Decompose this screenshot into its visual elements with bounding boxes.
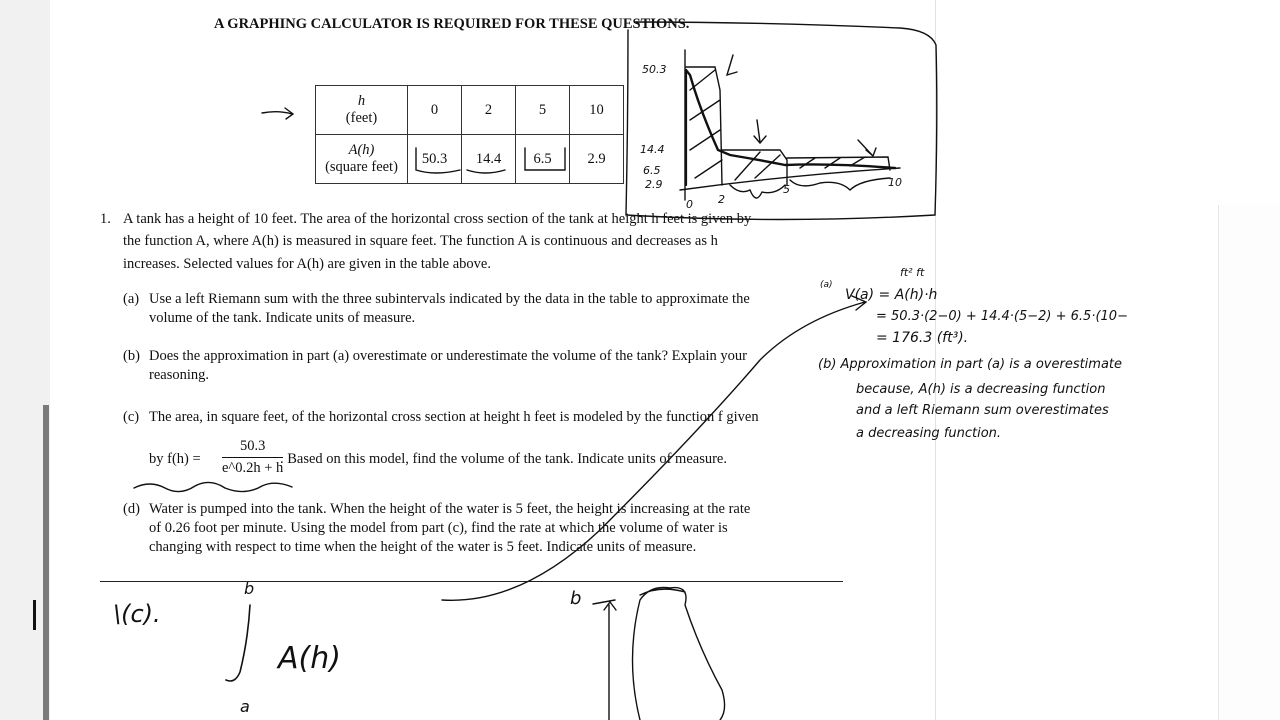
hw-part-b-line: and a left Riemann sum overestimates (856, 403, 1109, 418)
hw-tank-label: b (570, 588, 582, 609)
h-cell: 5 (516, 86, 570, 135)
part-a-text: volume of the tank. Indicate units of measure. (149, 310, 416, 326)
formula-denominator: e^0.2h + h (222, 460, 284, 476)
formula-numerator: 50.3 (222, 438, 283, 458)
hw-lower-limit: a (240, 697, 250, 716)
question-text: the function A, where A(h) is measured in square feet. The function A is continuous and decreases as h (123, 233, 718, 249)
hw-part-a-line: = 50.3·(2−0) + 14.4·(5−2) + 6.5·(10− (876, 309, 1128, 324)
calculator-header: A GRAPHING CALCULATOR IS REQUIRED FOR THESE QUESTIONS. (214, 16, 690, 32)
hw-units-note: ft² ft (900, 266, 925, 279)
a-label: A(h) (square feet) (316, 135, 408, 184)
part-d-text: changing with respect to time when the height of the water is 5 feet. Indicate units of measure. (149, 539, 697, 555)
a-cell: 2.9 (570, 135, 624, 184)
formula-prefix: by f(h) = (149, 451, 201, 467)
sketch-label: 14.4 (640, 143, 665, 156)
arrow-icon (262, 108, 293, 119)
sketch-label: 2 (718, 193, 725, 206)
part-a-text: Use a left Riemann sum with the three subintervals indicated by the data in the table to approximate the (149, 291, 750, 307)
h-cell: 2 (462, 86, 516, 135)
hw-part-a-line: V(a) = A(h)·h (845, 287, 938, 303)
h-cell: 10 (570, 86, 624, 135)
riemann-sketch (680, 50, 900, 200)
hw-part-a-line: = 176.3 (ft³). (876, 330, 969, 346)
sketch-label: 2.9 (645, 178, 663, 191)
hw-part-b-line: a decreasing function. (856, 426, 1002, 441)
part-label: (d) (123, 501, 140, 517)
h-label: h (feet) (316, 86, 408, 135)
question-number: 1. (100, 211, 111, 227)
tank-sketch (633, 588, 725, 720)
part-c-text: The area, in square feet, of the horizontal cross section at height h feet is modeled by the function f given (149, 409, 759, 425)
part-b-text: Does the approximation in part (a) overestimate or underestimate the volume of the tank? Explain your (149, 348, 747, 364)
integral-sign-icon (226, 605, 250, 681)
long-arrow-icon (442, 296, 866, 600)
part-label: (c) (123, 409, 140, 425)
question-text: increases. Selected values for A(h) are given in the table above. (123, 256, 491, 272)
h-cell: 0 (408, 86, 462, 135)
hw-part-b-line: (b) Approximation in part (a) is a overestimate (818, 357, 1123, 372)
part-d-text: of 0.26 foot per minute. Using the model from part (c), find the rate at which the volume of water is (149, 520, 728, 536)
underline-squiggle (134, 482, 292, 491)
sketch-label: 10 (888, 176, 902, 189)
sketch-frame (626, 22, 937, 220)
tank-height-arrow-icon (593, 600, 616, 720)
sketch-label: 5 (783, 183, 790, 196)
a-cell: 50.3 (408, 135, 462, 184)
a-cell: 14.4 (462, 135, 516, 184)
sketch-label: 6.5 (643, 164, 661, 177)
hw-part-c-label: \(c). (113, 600, 161, 628)
part-b-text: reasoning. (149, 367, 209, 383)
part-label: (a) (123, 291, 140, 307)
hw-part-b-line: because, A(h) is a decreasing function (856, 382, 1106, 397)
part-label: (b) (123, 348, 140, 364)
sketch-label: 50.3 (642, 63, 667, 76)
value-marks (416, 148, 565, 173)
formula-suffix: . Based on this model, find the volume of the tank. Indicate units of measure. (280, 451, 727, 467)
part-d-text: Water is pumped into the tank. When the height of the water is 5 feet, the height is increasing at the rate (149, 501, 751, 517)
a-cell: 6.5 (516, 135, 570, 184)
hw-upper-limit: b (244, 579, 255, 598)
sketch-label: 0 (686, 198, 693, 211)
question-text: A tank has a height of 10 feet. The area of the horizontal cross section of the tank at height h feet is given by (123, 211, 752, 227)
hw-integrand: A(h) (278, 641, 341, 676)
hw-part-a-label: (a) (820, 280, 833, 290)
